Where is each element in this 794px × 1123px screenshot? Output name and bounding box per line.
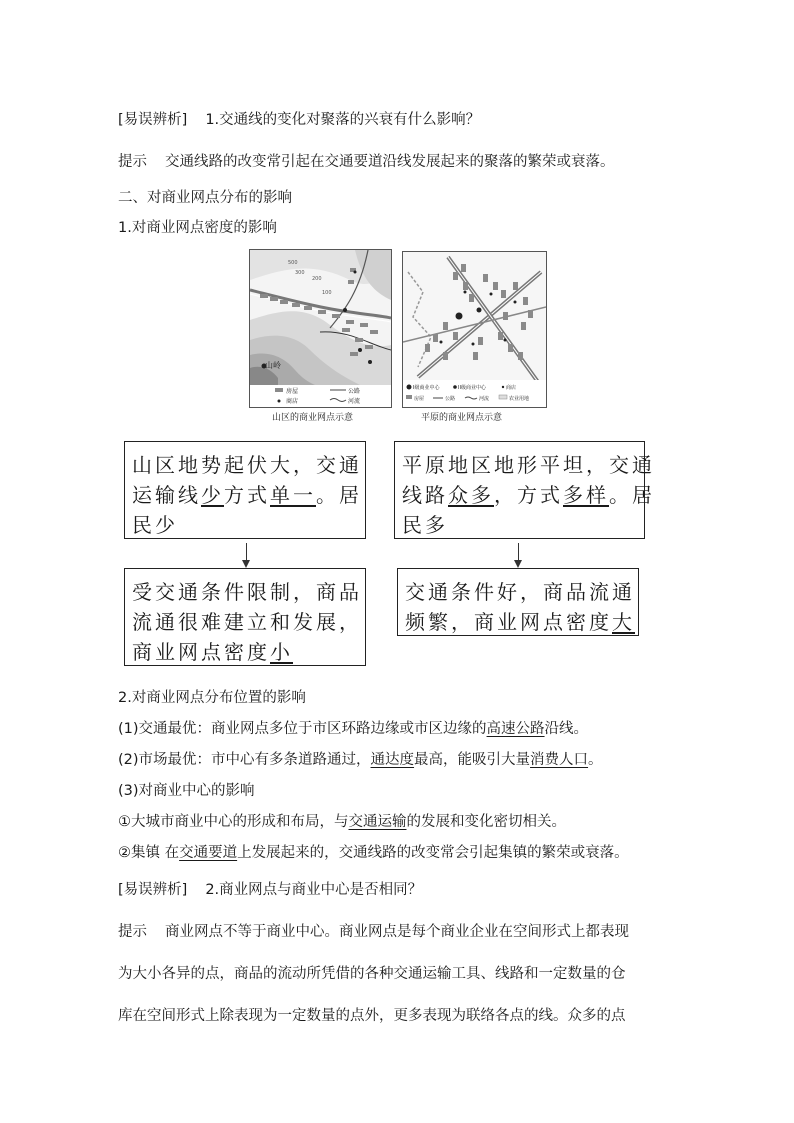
item-3: (3)对商业中心的影响 <box>118 783 255 799</box>
underlined-term: 单一 <box>270 483 316 507</box>
tip2-answer-line-1 <box>118 920 629 941</box>
item-text: 最高，能吸引大量 <box>414 752 531 768</box>
tip2-answer-line-3: 库在空间形式上除表现为一定数量的点外，更多表现为联络各点的线。众多的点 <box>118 1008 626 1024</box>
item-circle-1 <box>118 810 566 831</box>
item-text: ①大城市商业中心的形成和布局，与 <box>118 814 349 830</box>
legend-farmland: 农业用地 <box>509 396 530 402</box>
underlined-term: 通达度 <box>370 752 415 768</box>
underlined-term: 小 <box>270 640 293 664</box>
tip2-question: 2.商业网点与商业中心是否相同？ <box>205 882 423 898</box>
legend-level2-center: II级商业中心 <box>458 385 486 391</box>
box-line: 交通条件好，商品流通 <box>405 580 635 604</box>
tip1-question-line <box>118 108 480 129</box>
underlined-term: 交通要道 <box>179 845 238 861</box>
legend-level1-center: I级商业中心 <box>413 385 440 391</box>
box-line: 受交通条件限制，商品 <box>132 580 362 604</box>
contour-label: 300 <box>295 270 305 276</box>
box-line: 民少 <box>132 513 178 537</box>
tip1-tag: [易误辨析] <box>118 112 188 128</box>
box-line: 民多 <box>402 513 448 537</box>
plain-map-figure <box>403 252 546 407</box>
mountain-cause-box <box>124 441 366 539</box>
legend-river: 河流 <box>479 396 490 402</box>
plain-map-caption: 平原的商业网点示意 <box>421 413 503 423</box>
contour-label: 200 <box>312 276 322 282</box>
box-line: 山区地势起伏大，交通 <box>132 453 362 477</box>
mountain-effect-box <box>124 568 366 666</box>
legend-road: 公路 <box>445 396 456 402</box>
plain-arrow-head <box>514 560 522 568</box>
contour-label: 500 <box>288 260 298 266</box>
tip2-tag: [易误辨析] <box>118 882 188 898</box>
item-2 <box>118 748 603 769</box>
plain-effect-box <box>397 568 639 636</box>
item-text: 上发展起来的，交通线路的改变常会引起集镇的繁荣或衰落。 <box>237 845 629 861</box>
tip1-answer-line <box>118 150 615 171</box>
section2-title: 二、对商业网点分布的影响 <box>118 190 292 206</box>
item-text: ②集镇 在 <box>118 845 180 861</box>
plain-cause-box <box>394 441 655 539</box>
plain-map <box>402 251 547 408</box>
box-line: 频繁，商业网点密度大 <box>405 610 635 634</box>
underlined-term: 少 <box>201 483 224 507</box>
legend-house: 房屋 <box>286 388 299 395</box>
underlined-term: 交通运输 <box>348 814 407 830</box>
mountain-map-figure <box>250 250 391 407</box>
underlined-term: 高速公路 <box>486 721 545 737</box>
tip2-answer-label: 提示 <box>118 924 147 940</box>
legend-river: 河流 <box>348 398 361 405</box>
box-line: 流通很难建立和发展， <box>132 610 362 634</box>
item-text: 的发展和变化密切相关。 <box>406 814 566 830</box>
item-text: (1)交通最优：商业网点多位于市区环路边缘或市区边缘的 <box>118 721 487 737</box>
box-line: 线路众多，方式多样。居 <box>402 483 655 507</box>
box-line: 平原地区地形平坦，交通 <box>402 453 655 477</box>
contour-label: 100 <box>322 290 332 296</box>
item-text: 。 <box>588 752 603 768</box>
mountain-place-name: 山岭 <box>265 361 281 370</box>
sub2-title: 2.对商业网点分布位置的影响 <box>118 690 306 706</box>
mountain-map <box>249 249 392 408</box>
box-line: 运输线少方式单一。居 <box>132 483 362 507</box>
tip2-question-line <box>118 878 422 899</box>
legend-shop: 商店 <box>506 385 517 391</box>
tip1-question: 1.交通线的变化对聚落的兴衰有什么影响？ <box>205 112 481 128</box>
tip1-answer-label: 提示 <box>118 154 147 170</box>
item-text: (2)市场最优：市中心有多条道路通过， <box>118 752 371 768</box>
item-text: 沿线。 <box>544 721 589 737</box>
sub1-title: 1.对商业网点密度的影响 <box>118 220 277 236</box>
underlined-term: 消费人口 <box>530 752 589 768</box>
tip2-answer-line-2: 为大小各异的点，商品的流动所凭借的各种交通运输工具、线路和一定数量的仓 <box>118 966 626 982</box>
mountain-map-caption: 山区的商业网点示意 <box>272 413 354 423</box>
underlined-term: 多样 <box>563 483 609 507</box>
box-line: 商业网点密度小 <box>132 640 293 664</box>
legend-house: 房屋 <box>414 396 425 402</box>
legend-shop: 商店 <box>286 398 299 405</box>
mountain-arrow-head <box>242 560 250 568</box>
tip2-answer-text: 商业网点不等于商业中心。商业网点是每个商业企业在空间形式上都表现 <box>165 924 629 940</box>
item-1 <box>118 717 588 738</box>
underlined-term: 大 <box>612 610 635 634</box>
legend-road: 公路 <box>348 388 361 395</box>
underlined-term: 众多 <box>448 483 494 507</box>
item-circle-2 <box>118 841 629 862</box>
tip1-answer: 交通线路的改变常引起在交通要道沿线发展起来的聚落的繁荣或衰落。 <box>165 154 615 170</box>
